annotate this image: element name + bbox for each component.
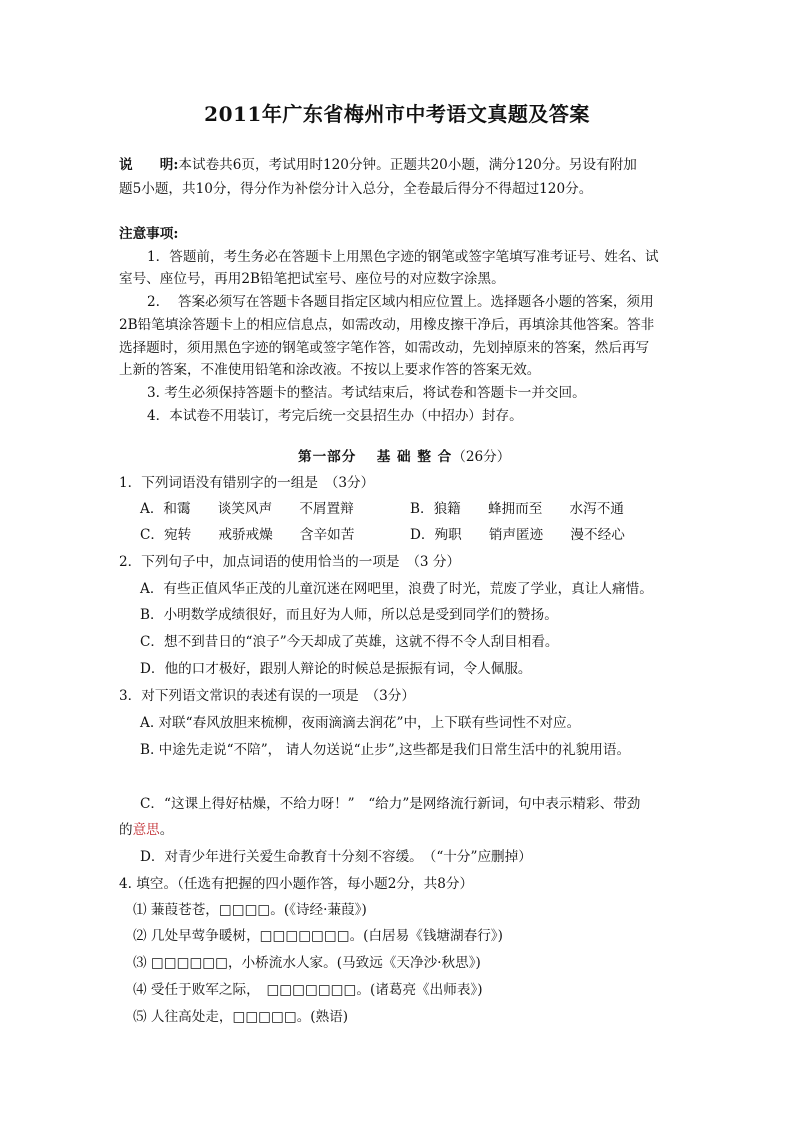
option-2c: C．想不到昔日的“浪子”今天却成了英雄，这就不得不令人刮目相看。 (140, 634, 559, 650)
note-line: 3. 考生必须保持答题卡的整洁。考试结束后，将试卷和答题卡一并交回。 (147, 385, 586, 401)
note-line: 2B铅笔填涂答题卡上的相应信息点，如需改动，用橡皮擦干净后，再填涂其他答案。答非 (119, 317, 655, 333)
section-label: 第一部分 基 础 整 合 (298, 449, 453, 465)
option-3a: A. 对联“春风放胆来梳柳，夜雨滴滴去润花”中，上下联有些词性不对应。 (140, 715, 581, 731)
note-line: 室号、座位号，再用2B铅笔把试室号、座位号的对应数字涂黑。 (119, 271, 505, 287)
intro-text-1: 本试卷共6页，考试用时120分钟。正题共20小题，满分120分。另设有附加 (178, 157, 637, 173)
option-3b: B. 中途先走说“不陪”， 请人勿送说“止步”,这些都是我们日常生活中的礼貌用语。 (140, 742, 631, 758)
page-title: 2011年广东省梅州市中考语文真题及答案 (204, 102, 590, 126)
note-line: 2. 答案必须写在答题卡各题目指定区域内相应位置上。选择题各小题的答案，须用 (147, 294, 654, 310)
option-1d: D．殉职 销声匿迹 漫不经心 (410, 527, 625, 543)
option-1a: A．和霭 谈笑风声 不屑置辩 (140, 501, 354, 517)
fill-item-5: ⑸ 人往高处走，□□□□□。(熟语) (133, 1009, 349, 1025)
notes-heading: 注意事项: (119, 226, 179, 242)
option-3c-post: 。 (159, 822, 174, 838)
option-2d: D．他的口才极好，跟别人辩论的时候总是振振有词，令人佩服。 (140, 661, 532, 677)
question-4-stem: 4. 填空。（任选有把握的四小题作答，每小题2分，共8分） (119, 876, 474, 892)
note-line: 4．本试卷不用装订，考完后统一交县招生办（中招办）封存。 (147, 408, 523, 424)
option-2a: A．有些正值风华正茂的儿童沉迷在网吧里，浪费了时光，荒废了学业，真让人痛惜。 (140, 581, 653, 597)
section-score: （26分） (452, 449, 511, 465)
intro-line-1 (119, 156, 637, 174)
fill-item-1: ⑴ 蒹葭苍苍，□□□□。(《诗经·蒹葭》) (133, 902, 367, 918)
option-1c: C．宛转 戒骄戒燥 含辛如苦 (140, 527, 355, 543)
intro-label: 说 明: (119, 157, 179, 173)
question-1-stem: 1．下列词语没有错别字的一组是 （3分） (119, 475, 375, 491)
option-3d: D．对青少年进行关爱生命教育十分刻不容缓。 （“十分”应删掉） (140, 849, 532, 865)
option-3c-line-1: C．“这课上得好枯燥，不给力呀！” “给力”是网络流行新词，句中表示精彩、带劲 (140, 796, 641, 812)
fill-item-3: ⑶ □□□□□□，小桥流水人家。(马致远《天净沙·秋思》) (133, 955, 481, 971)
option-1b: B．狼籍 蜂拥而至 水泻不通 (410, 501, 624, 517)
option-3c-line-2 (119, 821, 173, 839)
fill-item-4: ⑷ 受任于败军之际， □□□□□□□。(诸葛亮《出师表》) (133, 982, 483, 998)
highlighted-word: 意思 (132, 822, 160, 838)
note-line: 1．答题前，考生务必在答题卡上用黑色字迹的钢笔或签字笔填写准考证号、姓名、试 (147, 249, 659, 265)
intro-line-2: 题5小题，共10分，得分作为补偿分计入总分，全卷最后得分不得超过120分。 (119, 181, 593, 197)
section-heading (298, 448, 510, 466)
note-line: 上新的答案，不准使用铅笔和涂改液。不按以上要求作答的答案无效。 (119, 362, 541, 378)
question-3-stem: 3．对下列语文常识的表述有误的一项是 （3分） (119, 688, 415, 704)
option-3c-pre: 的 (119, 822, 133, 838)
fill-item-2: ⑵ 几处早莺争暖树，□□□□□□□。(白居易《钱塘湖春行》) (133, 928, 503, 944)
note-line: 选择题时，须用黑色字迹的钢笔或签字笔作答，如需改动，先划掉原来的答案，然后再写 (119, 340, 650, 356)
question-2-stem: 2．下列句子中，加点词语的使用恰当的一项是 （3 分） (119, 554, 461, 570)
option-2b: B．小明数学成绩很好，而且好为人师，所以总是受到同学们的赞扬。 (140, 607, 558, 623)
